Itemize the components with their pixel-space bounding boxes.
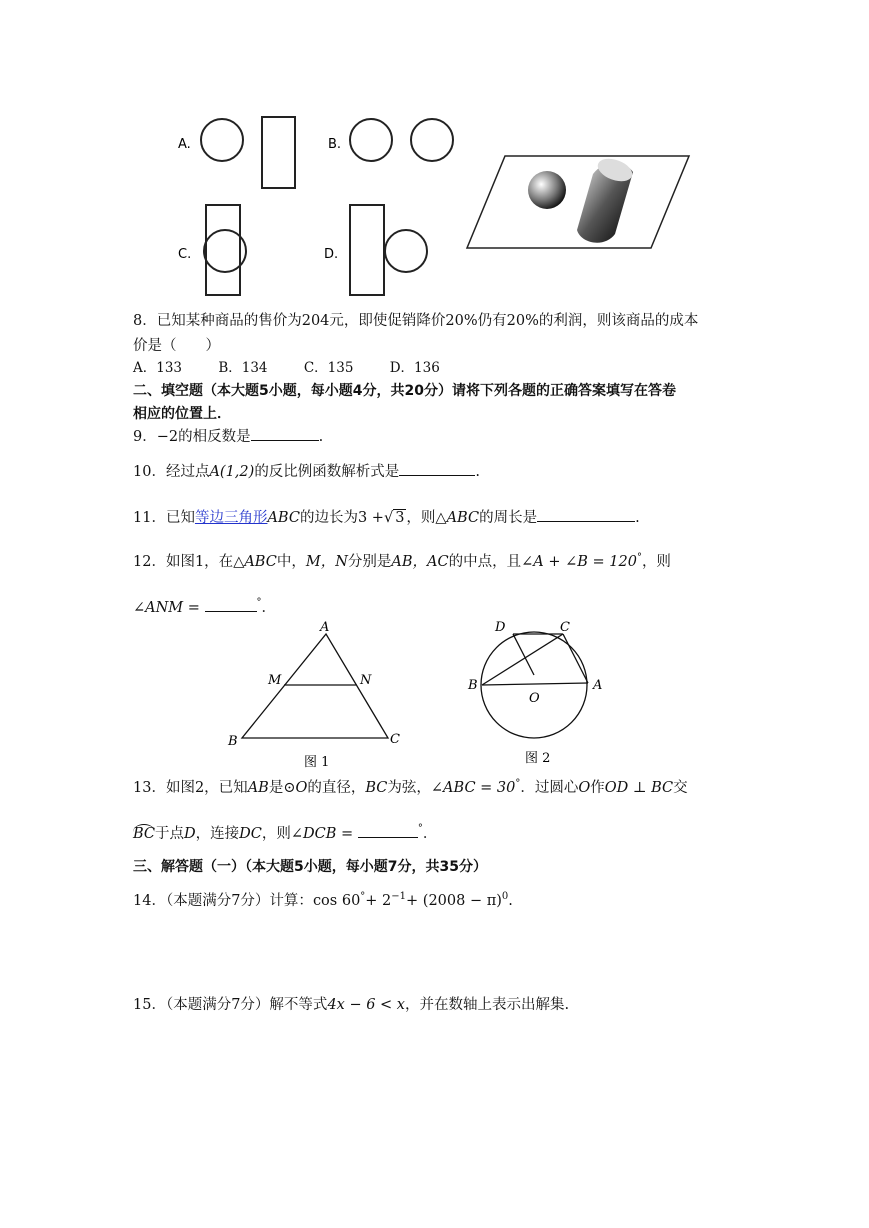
- solid-objects-figure: [465, 152, 695, 252]
- q11: 11．已知等边三角形ABC的边长为3 +√ 3 ，则△ABC的周长是 .: [133, 507, 640, 528]
- q8-options: [133, 358, 472, 378]
- q15: 15．（本题满分7分）解不等式4x − 6 < x，并在数轴上表示出解集.: [133, 997, 570, 1013]
- section3-heading: 三、解答题（一）（本大题5小题，每小题7分，共35分）: [133, 859, 487, 875]
- fig1-label-b: B: [228, 734, 238, 749]
- figure-1-triangle: [220, 618, 410, 773]
- option-b-circle: [350, 119, 392, 161]
- sphere-shape: [528, 171, 566, 209]
- q12-answer-blank: [205, 597, 257, 612]
- q8-option-d: D．136: [389, 360, 440, 376]
- fig1-label-n: N: [360, 673, 372, 688]
- fig1-label-c: C: [390, 732, 400, 747]
- fig2-label-o: O: [529, 691, 540, 706]
- fig1-caption: 图 1: [304, 755, 330, 770]
- q8-option-b: B．134: [218, 360, 268, 376]
- q12-line1: 12．如图1，在△ABC中，M，N分别是AB，AC的中点，且∠A + ∠B = 120°，则: [133, 552, 671, 570]
- q14: 14．（本题满分7分）计算：$\cos 60^\circ+ 2^{-1}+ (2008 - \pi)^0$.: [133, 891, 513, 909]
- fig1-label-a: A: [320, 620, 330, 635]
- option-b-circle-2: [411, 119, 453, 161]
- views-figure: [170, 110, 470, 305]
- option-d-label: D.: [324, 247, 339, 262]
- arc-bc: BC: [133, 826, 156, 842]
- option-b-label: B.: [328, 137, 342, 152]
- option-c-rect: [206, 205, 240, 295]
- plane-shape: [467, 156, 689, 248]
- q13-line2: BC于点D，连接DC，则∠DCB = °．: [133, 823, 438, 842]
- fig1-label-m: M: [268, 673, 282, 688]
- option-c-label: C.: [178, 247, 192, 262]
- option-a-circle: [201, 119, 243, 161]
- fig2-label-c: C: [560, 620, 570, 635]
- fig2-label-a: A: [593, 678, 603, 693]
- section2-heading-line2: 相应的位置上．: [133, 406, 231, 422]
- fig2-label-d: D: [495, 620, 506, 635]
- q10-answer-blank: [399, 461, 475, 476]
- q11-answer-blank: [537, 507, 635, 522]
- q8-option-c: C．135: [303, 360, 354, 376]
- option-d-circle: [385, 230, 427, 272]
- figure-2-circle: [465, 618, 615, 770]
- q13-line1: 13．如图2，已知AB是⊙O的直径，BC为弦，∠ABC = 30°．过圆心O作OD ⊥ BC交: [133, 778, 688, 796]
- q12-line2: ∠ANM = °．: [133, 597, 277, 616]
- fig2-label-b: B: [468, 678, 478, 693]
- q8-line2: 价是（ ）: [133, 338, 220, 354]
- q9-answer-blank: [251, 426, 319, 441]
- q8-option-a: A．133: [133, 360, 183, 376]
- option-d-rect: [350, 205, 384, 295]
- equilateral-triangle-link[interactable]: 等边三角形: [194, 510, 268, 526]
- q8-line1: 8．已知某种商品的售价为204元，即使促销降价20%仍有20%的利润，则该商品的成本: [133, 313, 699, 329]
- q9: 9．−2的相反数是 .: [133, 426, 323, 447]
- q10: 10．经过点A(1,2)的反比例函数解析式是 .: [133, 461, 480, 482]
- section2-heading-line1: 二、填空题（本大题5小题，每小题4分，共20分）请将下列各题的正确答案填写在答卷: [133, 383, 676, 399]
- option-a-rect: [262, 117, 295, 188]
- fig2-caption: 图 2: [525, 751, 551, 766]
- option-a-label: A.: [178, 137, 191, 152]
- q13-answer-blank: [358, 823, 418, 838]
